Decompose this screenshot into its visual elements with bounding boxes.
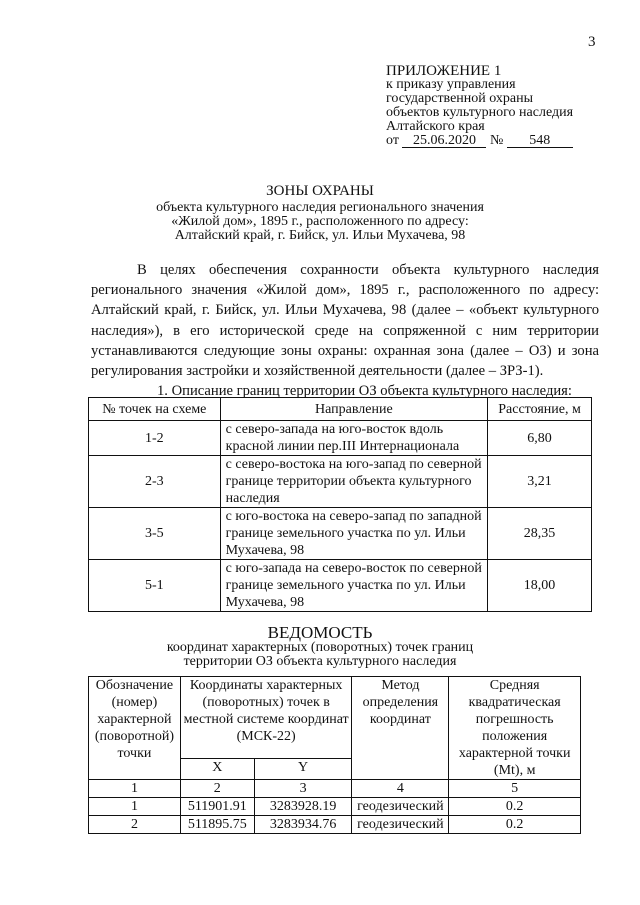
table-row [89, 798, 581, 816]
intro-paragraph: В целях обеспечения сохранности объекта культурного наследия регионального значения «Жилой дом», 1895 г., расположенного по адресу: Алтайский край, г. Бийск, ул. Ильи Мухачева, 98 (далее – «объект культурного наследия»), в его исторической среде на сопряженной с ним территории устанавливаются следующие зоны охраны: охранная зона (далее – ОЗ) и зона регулирования застройки и хозяйственной деятельности (далее – ЗРЗ-1). [91, 262, 599, 380]
points-cell: 3-5 [89, 508, 221, 560]
order-date-line [386, 134, 573, 148]
column-number-row [89, 780, 581, 798]
method-cell: геодезический [352, 798, 449, 816]
y-cell: 3283934.76 [254, 816, 352, 834]
appendix-line: объектов культурного наследия [386, 105, 574, 120]
order-date: 25.06.2020 [402, 134, 486, 148]
table-header-row [89, 677, 581, 759]
column-header: Обозначение (номер) характерной (поворотной) точки [89, 677, 181, 780]
table-row [89, 560, 592, 612]
points-cell: 1-2 [89, 421, 221, 456]
direction-cell: с северо-востока на юго-запад по северной границе территории объекта культурного наследия [220, 456, 487, 508]
column-header: Метод определения координат [352, 677, 449, 780]
vedomost-title: ВЕДОМОСТЬ [267, 623, 373, 642]
x-cell: 511895.75 [180, 816, 254, 834]
method-cell: геодезический [352, 816, 449, 834]
point-cell: 1 [89, 798, 181, 816]
column-header: № точек на схеме [89, 398, 221, 421]
body-text [91, 260, 599, 401]
column-number: 5 [449, 780, 581, 798]
list-item: 1. Описание границ территории ОЗ объекта культурного наследия: [157, 383, 572, 400]
boundaries-table [88, 397, 592, 612]
order-number: 548 [507, 134, 573, 148]
point-cell: 2 [89, 816, 181, 834]
zones-subtitle-line: Алтайский край, г. Бийск, ул. Ильи Мухачева, 98 [174, 228, 466, 243]
appendix-line: государственной охраны [386, 91, 534, 106]
zones-title: ЗОНЫ ОХРАНЫ [266, 183, 374, 199]
column-header: Расстояние, м [488, 398, 592, 421]
table-row [89, 456, 592, 508]
column-header: Координаты характерных (поворотных) точек в местной системе координат (МСК-22) [180, 677, 352, 759]
table-row [89, 508, 592, 560]
zones-subtitle-line: «Жилой дом», 1895 г., расположенного по адресу: [171, 214, 469, 229]
page-number: 3 [588, 34, 596, 50]
column-number: 1 [89, 780, 181, 798]
direction-cell: с юго-востока на северо-запад по западной границе земельного участка по ул. Ильи Мухачева, 98 [220, 508, 487, 560]
from-label: от [386, 133, 399, 148]
vedomost-subtitle-line: координат характерных (поворотных) точек границ [166, 640, 474, 655]
direction-cell: с северо-запада на юго-восток вдоль красной линии пер.III Интернационала [220, 421, 487, 456]
x-cell: 511901.91 [180, 798, 254, 816]
distance-cell: 28,35 [488, 508, 592, 560]
appendix-block [386, 64, 573, 148]
y-cell: 3283928.19 [254, 798, 352, 816]
direction-cell: с юго-запада на северо-восток по северной границе земельного участка по ул. Ильи Мухачева, 98 [220, 560, 487, 612]
distance-cell: 6,80 [488, 421, 592, 456]
column-header: Средняя квадратическая погрешность положения характерной точки (Mt), м [449, 677, 581, 780]
appendix-line: к приказу управления [386, 77, 516, 92]
appendix-line: Алтайского края [386, 119, 485, 134]
number-label: № [489, 133, 504, 148]
table-row [89, 421, 592, 456]
column-number: 2 [180, 780, 254, 798]
distance-cell: 18,00 [488, 560, 592, 612]
column-header: Направление [220, 398, 487, 421]
column-number: 3 [254, 780, 352, 798]
column-number: 4 [352, 780, 449, 798]
points-cell: 5-1 [89, 560, 221, 612]
error-cell: 0.2 [449, 816, 581, 834]
error-cell: 0.2 [449, 798, 581, 816]
zones-subtitle-line: объекта культурного наследия регионального значения [156, 200, 484, 215]
column-header-y: Y [254, 758, 352, 779]
distance-cell: 3,21 [488, 456, 592, 508]
coordinates-table [88, 676, 581, 834]
points-cell: 2-3 [89, 456, 221, 508]
appendix-title: ПРИЛОЖЕНИЕ 1 [386, 63, 502, 79]
table-row [89, 816, 581, 834]
column-header-x: X [180, 758, 254, 779]
table-header-row [89, 398, 592, 421]
vedomost-subtitle-line: территории ОЗ объекта культурного наследия [183, 654, 457, 669]
